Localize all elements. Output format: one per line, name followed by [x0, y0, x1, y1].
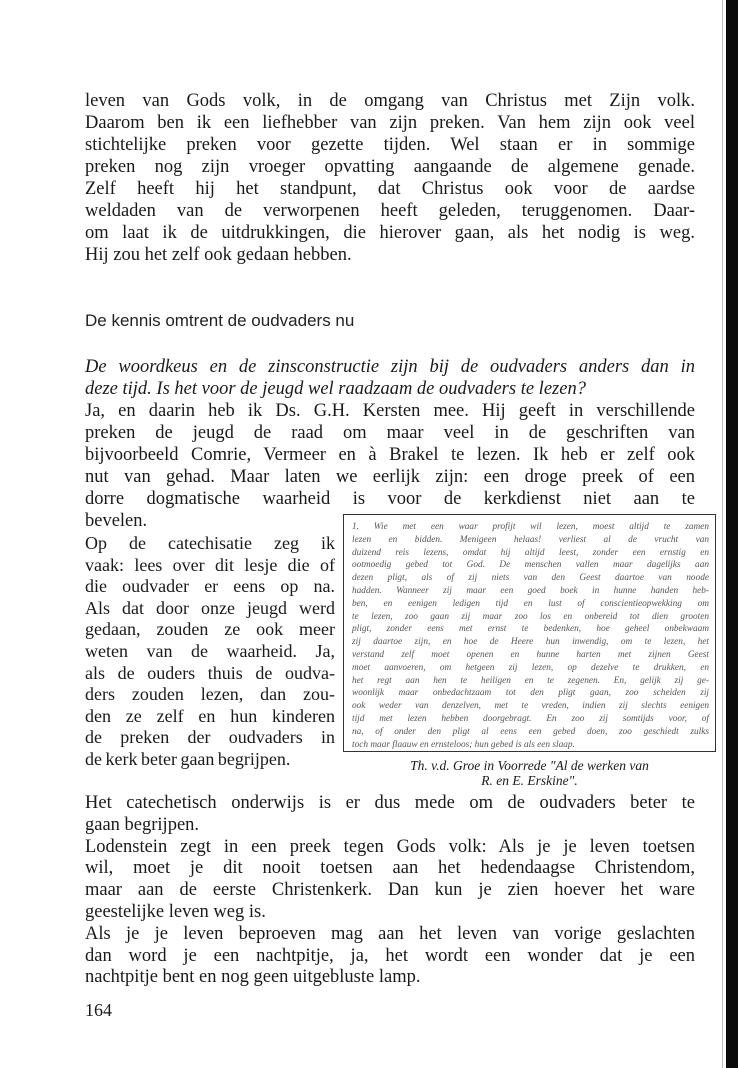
text-line: Th. v.d. Groe in Voorrede "Al de werken van [410, 758, 649, 773]
text-line: nachtpitje bent en nog geen uitgebluste lamp. [85, 967, 421, 988]
text-line: weldaden van de verworpenen heeft geleden, teruggenomen. Daar- [85, 201, 695, 221]
text-line: woonlijk maar onbedachtzaam tot den pligt gaan, zoo scheiden zij [352, 688, 709, 699]
text-line: gedaan, zouden ze ook meer [85, 619, 335, 640]
text-line: gaan begrijpen. [85, 814, 200, 835]
text-line: Het catechetisch onderwijs is er dus mede om de oudvaders beter te [85, 793, 695, 813]
text-line: ootmoedig gebed tot God. De menschen vallen maar dagelijks aan [352, 560, 709, 571]
text-line: om laat ik de uitdrukkingen, die hierover gaan, als het nodig is weg. [85, 223, 695, 243]
text-line: ben, en eenigen ledigen tijd en lust of conscientieopwekking om [352, 598, 709, 609]
text-line: moet aanvoeren, om hetgeen zij lezen, op dezelve te drukken, en [352, 662, 709, 673]
text-line: Zelf heeft hij het standpunt, dat Christus ook voor de aardse [85, 179, 695, 199]
text-line: dezen pligt, als of zij niets van den Geest daartoe van noode [352, 573, 709, 584]
text-line: De woordkeus en de zinsconstructie zijn bij de oudvaders anders dan in [85, 357, 695, 377]
text-line: R. en E. Erskine". [481, 773, 578, 788]
text-line: Lodenstein zegt in een preek tegen Gods volk: Als je je leven toetsen [85, 836, 695, 857]
quote-box [343, 514, 716, 752]
text-line: tijd met lezen hebben doorgebragt. En zoo zij somtijds voor, of [352, 714, 709, 724]
text-line: wil, moet je dit nooit toetsen aan het hedendaagse Christendom, [85, 858, 695, 879]
text-line: verstand zelf moet openen en hunne harten met zijnen Geest [352, 650, 709, 660]
text-line: bijvoorbeeld Comrie, Vermeer en à Brakel te lezen. Ik heb er zelf ook [85, 445, 695, 465]
text-line: maar aan de eerste Christenkerk. Dan kun je zien hoever het ware [85, 880, 695, 901]
text-line: pligt, zonder eens met ernst te bedenken, hoe geheel onbekwaam [352, 624, 709, 635]
text-line: te lezen, zoo gaan zij maar zoo los en onbereid tot dien grooten [352, 611, 709, 622]
text-line: vaak: lees over dit lesje die of [85, 554, 335, 575]
text-line: het regt aan hen te heiligen en te zegenen. En, gelijk zij ge- [352, 675, 709, 686]
text-line: dan word je een nachtpitje, ja, het wordt een wonder dat je een [85, 945, 695, 966]
text-line: ook weder van denzelven, met te vreden, indien zij slechts eenigen [352, 701, 709, 712]
text-line: de preken der oudvaders in [85, 727, 335, 748]
text-line: deze tijd. Is het voor de jeugd wel raadzaam de oudvaders te lezen? [85, 379, 586, 399]
text-line: na, of onder den pligt al eens een gebed doen, zoo geschiedt zulks [352, 726, 709, 737]
text-line: den ze zelf en hun kinderen [85, 705, 335, 726]
text-line: Hij zou het zelf ook gedaan hebben. [85, 245, 352, 265]
text-line: die oudvader er eens op na. [85, 576, 335, 597]
text-line: Als dat door onze jeugd werd [85, 597, 335, 618]
text-line: geestelijke leven weg is. [85, 902, 266, 922]
text-line: duizend reis lezens, omdat hij altijd leest, zonder een ernstig en [352, 547, 709, 558]
text-line: nut van gehad. Maar laten we eerlijk zijn: een droge preek of een [85, 467, 695, 487]
text-line: preken de jeugd de raad om maar veel in de geschriften van [85, 423, 695, 443]
text-line: zij daartoe zijn, en hoe de Heere hun inwendig, om te lezen, het [352, 637, 709, 648]
text-line: als de ouders thuis de oudva- [85, 662, 335, 683]
text-line: hadden. Wanneer zij maar een goed boek in hunne handen heb- [352, 586, 709, 596]
scan-edge [726, 0, 738, 1068]
scan-edge-line [722, 0, 723, 1068]
text-line: 1. Wie met een waar profijt wil lezen, moest altijd te zamen [352, 522, 709, 532]
text-line: preken nog zijn vroeger opvatting aangaande de algemene genade. [85, 157, 695, 177]
text-line: ders zouden lezen, dan zou- [85, 684, 335, 705]
text-line: leven van Gods volk, in de omgang van Christus met Zijn volk. [85, 91, 695, 111]
text-line: dorre dogmatische waarheid is voor de kerkdienst niet aan te [85, 489, 695, 509]
text-line: lezen en bidden. Menigeen helaas! verliest al de vrucht van [352, 534, 709, 545]
text-line: toch maar flaauw en ernsteloos; hun gebed is als een slaap. [352, 739, 575, 750]
text-line: bevelen. [85, 511, 148, 531]
section-heading: De kennis omtrent de oudvaders nu [85, 311, 355, 330]
text-line: stichtelijke preken voor gezette tijden. Wel staan er in sommige [85, 135, 695, 155]
text-line: Ja, en daarin heb ik Ds. G.H. Kersten mee. Hij geeft in verschillende [85, 401, 695, 421]
text-line: weten van de waarheid. Ja, [85, 641, 335, 661]
text-line: de kerk beter gaan begrijpen. [85, 749, 291, 769]
page-number: 164 [85, 1000, 112, 1020]
text-line: Daarom ben ik een liefhebber van zijn preken. Van hem zijn ook veel [85, 113, 695, 133]
text-line: Op de catechisatie zeg ik [85, 533, 335, 553]
text-line: Als je je leven beproeven mag aan het leven van vorige geslachten [85, 923, 695, 944]
